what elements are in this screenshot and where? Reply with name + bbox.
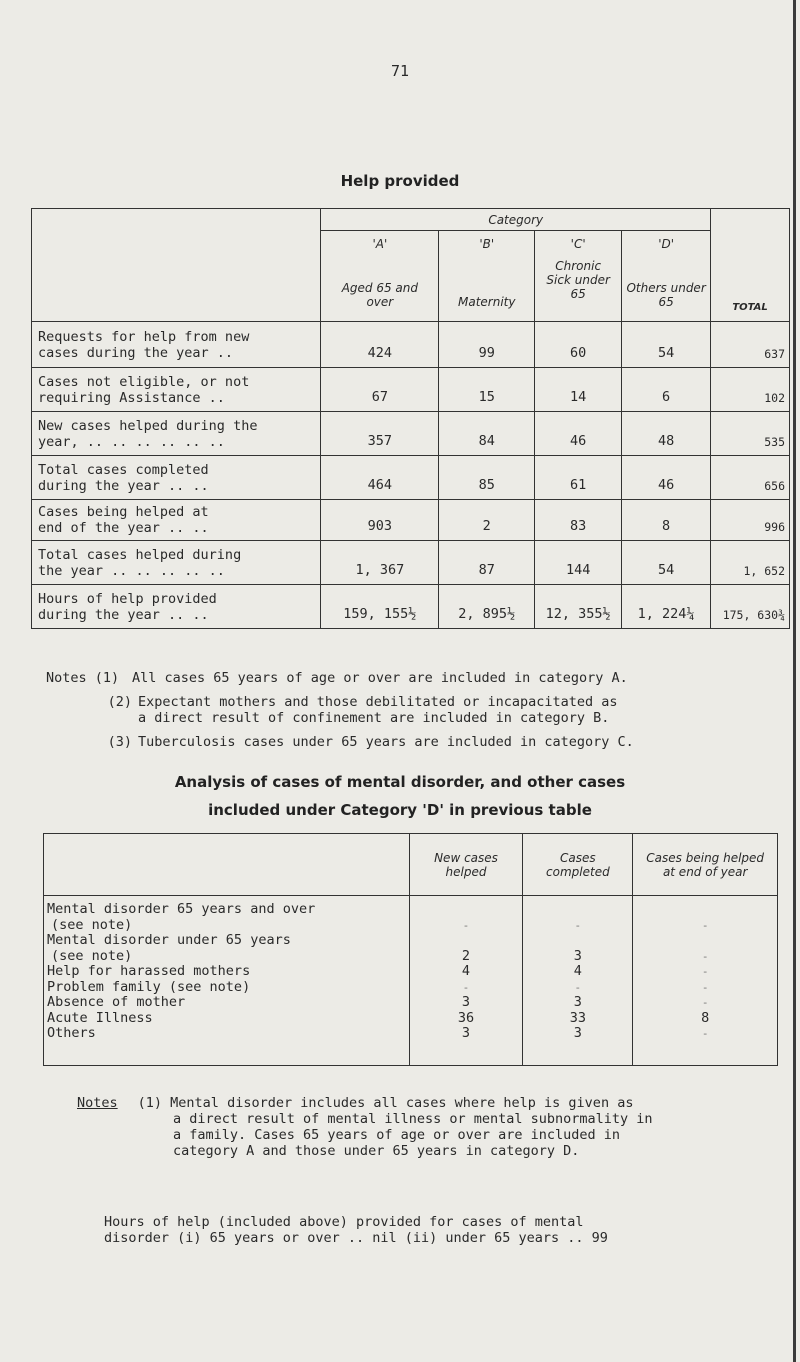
page-number: 71 — [390, 62, 410, 80]
cell: 54 — [622, 322, 711, 368]
cell: 2, 895½ — [439, 585, 535, 629]
cell: 14 — [535, 368, 622, 412]
hours-of-help-text: Hours of help (included above) provided for cases of mental disorder (i) 65 years or over .. nil (ii) under 65 years .. 99 — [104, 1214, 608, 1246]
column-letter: 'D' — [658, 237, 675, 251]
cell: 8 — [622, 500, 711, 541]
total-cell: 102 — [711, 368, 790, 412]
total-cell: 535 — [711, 412, 790, 456]
new-cases-column: - 2 4 - 3 36 3 — [409, 896, 523, 1066]
table-row — [32, 585, 790, 629]
cell: 6 — [622, 368, 711, 412]
cell: 903 — [321, 500, 439, 541]
cell: 1, 224¼ — [622, 585, 711, 629]
table2-notes: Notes (1) Mental disorder includes all cases where help is given as a direct result of mental illness or mental subnormality in a family. Cases 65 years of age or over are included in category A and those under 65 years in category D. — [77, 1095, 653, 1159]
table-row — [32, 500, 790, 541]
cell: 144 — [535, 541, 622, 585]
cell: 1, 367 — [321, 541, 439, 585]
column-header-d — [622, 231, 711, 322]
row-label: Total cases completed during the year .. .. — [32, 456, 321, 500]
total-cell: 637 — [711, 322, 790, 368]
cell: 54 — [622, 541, 711, 585]
cell: 15 — [439, 368, 535, 412]
list-item: Help for harassed mothers — [47, 963, 251, 979]
page-edge-line — [793, 0, 796, 1362]
table-row — [32, 541, 790, 585]
list-item: Mental disorder 65 years and over — [47, 901, 316, 917]
table1-title: Help provided — [340, 172, 460, 190]
help-provided-table — [31, 208, 790, 629]
column-name: Chronic Sick under 65 — [546, 259, 610, 301]
cell: 46 — [622, 456, 711, 500]
note-2: (2) Expectant mothers and those debilitated or incapacitated as a direct result of confinement are included in category B. — [107, 694, 618, 726]
completed-column: - 3 4 - 3 33 3 — [523, 896, 633, 1066]
cell: 12, 355½ — [535, 585, 622, 629]
table2-title: Analysis of cases of mental disorder, and other cases included under Category 'D' in previous table — [174, 773, 626, 819]
header-new-cases-helped: New cases helped — [409, 834, 523, 896]
table-row — [32, 456, 790, 500]
row-label: New cases helped during the year, .. .. .. .. .. .. — [32, 412, 321, 456]
notes-label: Notes — [77, 1095, 118, 1111]
row-label: Cases being helped at end of the year .. .. — [32, 500, 321, 541]
table-row — [32, 322, 790, 368]
column-letter: 'A' — [372, 237, 388, 251]
cell: 424 — [321, 322, 439, 368]
cell: 99 — [439, 322, 535, 368]
note-3: (3) Tuberculosis cases under 65 years are included in category C. — [107, 734, 634, 750]
cell: 46 — [535, 412, 622, 456]
cell: 48 — [622, 412, 711, 456]
cell: 159, 155½ — [321, 585, 439, 629]
list-item: Absence of mother — [47, 994, 186, 1010]
list-item: (see note) — [51, 916, 133, 933]
column-header-b — [439, 231, 535, 322]
list-item: Others — [47, 1025, 96, 1041]
column-name: Aged 65 and over — [341, 281, 418, 309]
cell: 85 — [439, 456, 535, 500]
row-labels-column — [44, 896, 410, 1066]
table1-notes — [46, 670, 634, 758]
header-cases-being-helped: Cases being helped at end of year — [633, 834, 778, 896]
note-1: Notes (1) All cases 65 years of age or over are included in category A. — [46, 670, 628, 686]
list-item: Acute Illness — [47, 1009, 153, 1026]
column-name: Maternity — [458, 295, 516, 309]
cell: 61 — [535, 456, 622, 500]
total-cell: 656 — [711, 456, 790, 500]
cell: 357 — [321, 412, 439, 456]
header-cases-completed: Cases completed — [523, 834, 633, 896]
total-cell: 996 — [711, 500, 790, 541]
cell: 84 — [439, 412, 535, 456]
column-header-c — [535, 231, 622, 322]
category-header: Category — [321, 209, 711, 231]
column-header-a — [321, 231, 439, 322]
list-item: (see note) — [51, 947, 133, 964]
table-row — [32, 368, 790, 412]
mental-disorder-analysis-table — [43, 833, 778, 1066]
column-letter: 'B' — [479, 237, 495, 251]
cell: 83 — [535, 500, 622, 541]
cell: 60 — [535, 322, 622, 368]
cell: 464 — [321, 456, 439, 500]
list-item: Problem family (see note) — [47, 978, 251, 995]
row-label: Hours of help provided during the year .. .. — [32, 585, 321, 629]
table1-corner-cell — [32, 209, 321, 322]
being-helped-column: - - - - - 8 - — [633, 896, 778, 1066]
total-cell: 1, 652 — [711, 541, 790, 585]
table2-corner-cell — [44, 834, 410, 896]
list-item: Mental disorder under 65 years — [47, 932, 291, 948]
cell: 67 — [321, 368, 439, 412]
total-cell: 175, 630¾ — [711, 585, 790, 629]
row-label: Total cases helped during the year .. .. .. .. .. — [32, 541, 321, 585]
row-label: Requests for help from new cases during the year .. — [32, 322, 321, 368]
column-name: Others under 65 — [626, 281, 706, 309]
cell: 87 — [439, 541, 535, 585]
row-label: Cases not eligible, or not requiring Assistance .. — [32, 368, 321, 412]
table-row — [32, 412, 790, 456]
total-header: TOTAL — [711, 209, 790, 322]
column-letter: 'C' — [570, 237, 586, 251]
cell: 2 — [439, 500, 535, 541]
